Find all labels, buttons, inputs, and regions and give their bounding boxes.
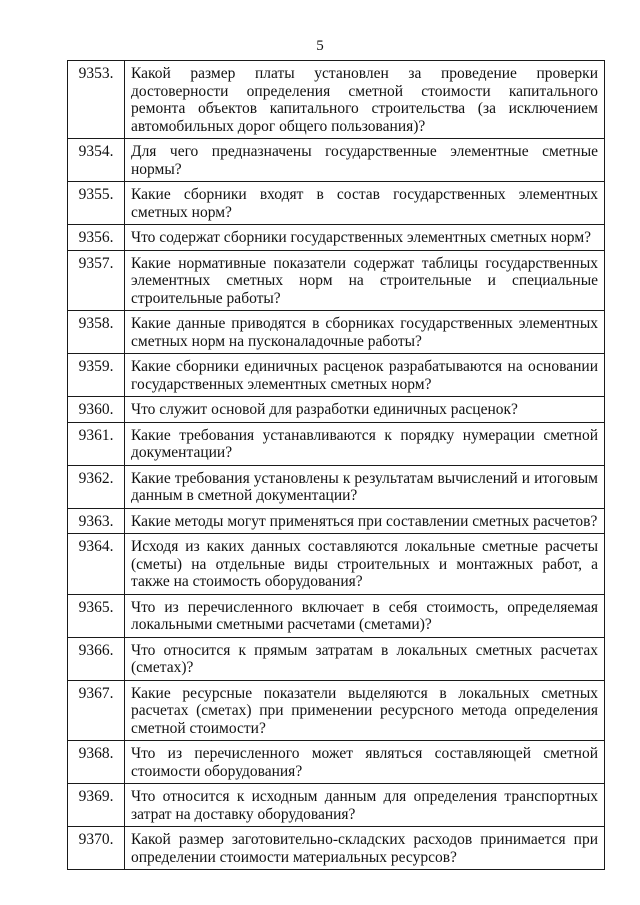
question-text: Что содержат сборники государственных элементных сметных норм? [125,225,605,251]
question-row [68,594,605,637]
question-row [68,680,605,741]
question-row [68,354,605,397]
question-row [68,827,605,870]
question-number: 9357. [68,250,125,311]
questions-table [67,60,605,870]
question-text: Какие требования устанавливаются к порядку нумерации сметной документации? [125,422,605,465]
question-text: Какие сборники входят в состав государственных элементных сметных норм? [125,182,605,225]
question-number: 9358. [68,311,125,354]
question-text: Что относится к исходным данным для определения транспортных затрат на доставку оборудования? [125,784,605,827]
question-row [68,139,605,182]
question-text: Какие нормативные показатели содержат таблицы государственных элементных сметных норм на строительные и специальные строительные работы? [125,250,605,311]
question-text: Какие сборники единичных расценок разрабатываются на основании государственных элементных сметных норм? [125,354,605,397]
question-row [68,741,605,784]
question-row [68,784,605,827]
question-text: Что относится к прямым затратам в локальных сметных расчетах (сметах)? [125,637,605,680]
question-text: Исходя из каких данных составляются локальные сметные расчеты (сметы) на отдельные виды строительных и монтажных работ, а также на стоимость оборудования? [125,534,605,595]
question-row [68,397,605,423]
question-number: 9360. [68,397,125,423]
question-number: 9354. [68,139,125,182]
question-number: 9362. [68,465,125,508]
question-row [68,465,605,508]
question-number: 9364. [68,534,125,595]
question-text: Какие методы могут применяться при составлении сметных расчетов? [125,508,605,534]
question-text: Какие ресурсные показатели выделяются в локальных сметных расчетах (сметах) при применении ресурсного метода определения сметной стоимости? [125,680,605,741]
question-number: 9363. [68,508,125,534]
question-number: 9359. [68,354,125,397]
question-number: 9365. [68,594,125,637]
question-row [68,508,605,534]
question-row [68,534,605,595]
question-row [68,225,605,251]
question-text: Что служит основой для разработки единичных расценок? [125,397,605,423]
question-text: Какие данные приводятся в сборниках государственных элементных сметных норм на пусконаладочные работы? [125,311,605,354]
question-number: 9370. [68,827,125,870]
questions-table-body [68,61,605,870]
question-row [68,182,605,225]
question-number: 9355. [68,182,125,225]
question-number: 9367. [68,680,125,741]
question-number: 9356. [68,225,125,251]
question-text: Что из перечисленного может являться составляющей сметной стоимости оборудования? [125,741,605,784]
question-text: Какой размер платы установлен за проведение проверки достоверности определения сметной стоимости капитального ремонта объектов капитального строительства (за исключением автомобильных дорог общего пользования)? [125,61,605,139]
question-number: 9369. [68,784,125,827]
question-number: 9368. [68,741,125,784]
question-row [68,311,605,354]
question-number: 9366. [68,637,125,680]
question-row [68,422,605,465]
question-text: Для чего предназначены государственные элементные сметные нормы? [125,139,605,182]
page-number: 5 [316,38,324,54]
question-row [68,61,605,139]
question-number: 9353. [68,61,125,139]
question-row [68,250,605,311]
question-text: Какие требования установлены к результатам вычислений и итоговым данным в сметной документации? [125,465,605,508]
question-text: Что из перечисленного включает в себя стоимость, определяемая локальными сметными расчетами (сметами)? [125,594,605,637]
question-text: Какой размер заготовительно-складских расходов принимается при определении стоимости материальных ресурсов? [125,827,605,870]
question-row [68,637,605,680]
question-number: 9361. [68,422,125,465]
